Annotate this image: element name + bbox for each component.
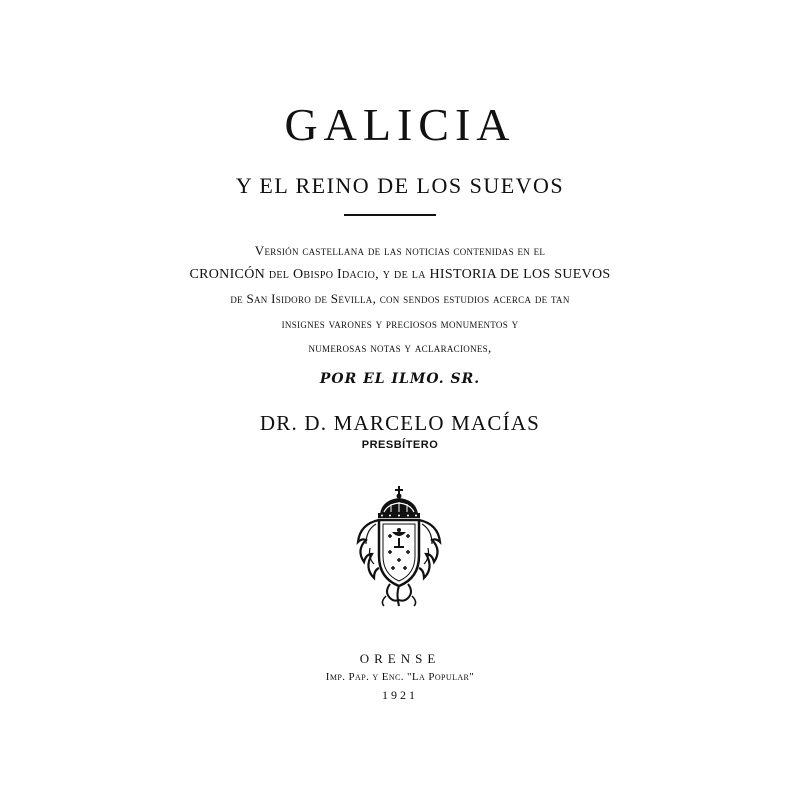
- description-line: CRONICÓN del Obispo Idacio, y de la HISTORIA DE LOS SUEVOS: [189, 267, 611, 282]
- author-name: DR. D. MARCELO MACÍAS: [259, 411, 541, 435]
- imprint-year: 1921: [382, 688, 418, 702]
- imprint-city: ORENSE: [359, 651, 441, 666]
- author-role: PRESBÍTERO: [361, 439, 439, 451]
- book-subtitle: Y EL REINO DE LOS SUEVOS: [235, 173, 565, 198]
- imprint-printer: Imp. Pap. y Enc. "La Popular": [325, 671, 475, 683]
- description-line: numerosas notas y aclaraciones,: [308, 340, 492, 355]
- description-line: insignes varones y preciosos monumentos y: [281, 316, 519, 331]
- book-title: GALICIA: [284, 99, 516, 150]
- divider-rule: [344, 214, 436, 216]
- description-line: Versión castellana de las noticias contenidas en el: [254, 243, 546, 258]
- description-line: de San Isidoro de Sevilla, con sendos estudios acerca de tan: [230, 291, 570, 306]
- byline: POR EL ILMO. SR.: [319, 371, 481, 387]
- coat-of-arms-icon: [346, 484, 452, 608]
